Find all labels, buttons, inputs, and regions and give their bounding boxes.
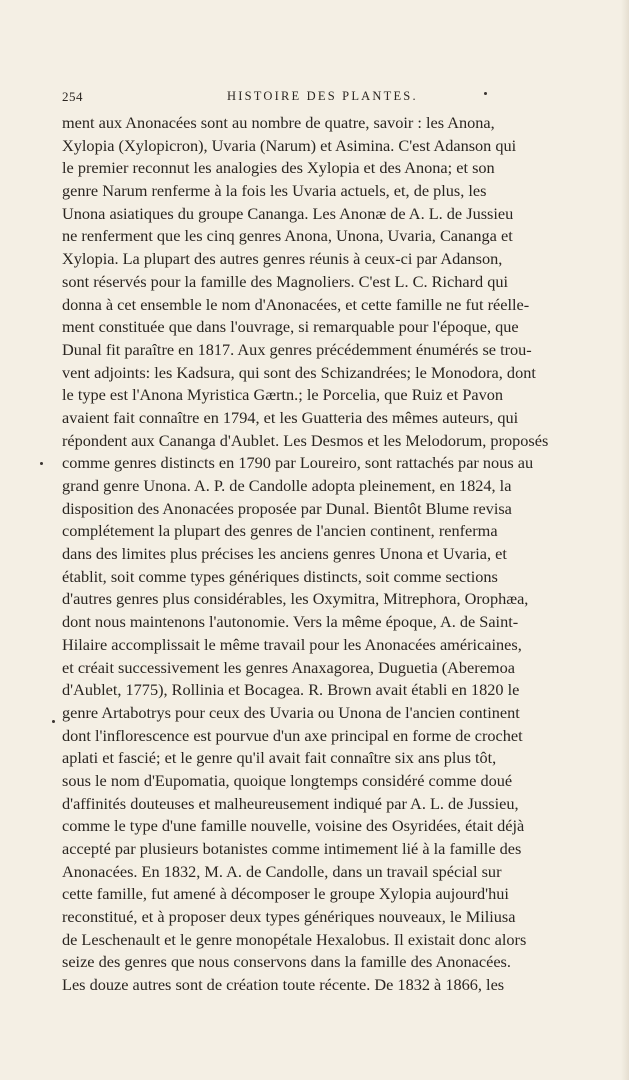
text-line: comme genres distincts en 1790 par Loureiro, sont rattachés par nous au	[62, 453, 534, 473]
text-line: ne renferment que les cinq genres Anona, Unona, Uvaria, Cananga et	[62, 226, 513, 246]
text-line: genre Artabotrys pour ceux des Uvaria ou Unona de l'ancien continent	[62, 702, 520, 722]
text-line: le premier reconnut les analogies des Xylopia et des Anona; et son	[62, 158, 495, 178]
running-title: HISTOIRE DES PLANTES.	[227, 89, 418, 103]
page-edge-shadow	[621, 0, 629, 1080]
margin-dot-mark	[52, 720, 55, 723]
margin-dot-mark	[40, 462, 43, 465]
text-line: Unona asiatiques du groupe Cananga. Les Anonæ de A. L. de Jussieu	[62, 203, 514, 223]
text-line: Hilaire accomplissait le même travail pour les Anonacées américaines,	[62, 634, 522, 654]
text-line: ment aux Anonacées sont au nombre de quatre, savoir : les Anona,	[62, 113, 495, 132]
text-line: Dunal fit paraître en 1817. Aux genres précédemment énumérés se trou-	[62, 339, 532, 359]
page-header	[62, 89, 562, 105]
body-text	[62, 112, 564, 997]
text-line: sont réservés pour la famille des Magnoliers. C'est L. C. Richard qui	[62, 271, 509, 291]
text-line: dans des limites plus précises les anciens genres Unona et Uvaria, et	[62, 544, 507, 564]
text-line: cette famille, fut amené à décomposer le groupe Xylopia aujourd'hui	[62, 884, 509, 904]
text-line: le type est l'Anona Myristica Gærtn.; le Porcelia, que Ruiz et Pavon	[62, 385, 504, 405]
text-line: Xylopia. La plupart des autres genres réunis à ceux-ci par Adanson,	[62, 249, 503, 269]
text-line: accepté par plusieurs botanistes comme intimement lié à la famille des	[62, 839, 522, 858]
margin-dot-mark	[484, 92, 487, 95]
text-line: Les douze autres sont de création toute récente. De 1832 à 1866, les	[62, 975, 505, 995]
text-line: d'affinités douteuses et malheureusement indiqué par A. L. de Jussieu,	[62, 793, 519, 813]
text-line: de Leschenault et le genre monopétale Hexalobus. Il existait donc alors	[62, 929, 527, 949]
text-line: genre Narum renferme à la fois les Uvaria actuels, et, de plus, les	[62, 181, 487, 201]
text-line: dont l'inflorescence est pourvue d'un axe principal en forme de crochet	[62, 725, 523, 745]
text-line: seize des genres que nous conservons dans la famille des Anonacées.	[62, 952, 511, 972]
text-line: comme le type d'une famille nouvelle, voisine des Osyridées, était déjà	[62, 816, 525, 836]
text-line: complétement la plupart des genres de l'ancien continent, renferma	[62, 521, 498, 541]
text-line: donna à cet ensemble le nom d'Anonacées, et cette famille ne fut réelle-	[62, 294, 530, 314]
text-line: ment constituée que dans l'ouvrage, si remarquable pour l'époque, que	[62, 317, 519, 337]
text-line: établit, soit comme types génériques distincts, soit comme sections	[62, 566, 498, 586]
text-line: reconstitué, et à proposer deux types génériques nouveaux, le Miliusa	[62, 907, 516, 927]
text-line: grand genre Unona. A. P. de Candolle adopta pleinement, en 1824, la	[62, 476, 512, 495]
text-line: disposition des Anonacées proposée par Dunal. Bientôt Blume revisa	[62, 498, 512, 518]
text-line: dont nous maintenons l'autonomie. Vers la même époque, A. de Saint-	[62, 612, 519, 632]
text-line: sous le nom d'Eupomatia, quoique longtemps considéré comme doué	[62, 770, 513, 790]
text-line: Xylopia (Xylopicron), Uvaria (Narum) et Asimina. C'est Adanson qui	[62, 135, 517, 155]
text-line: répondent aux Cananga d'Aublet. Les Desmos et les Melodorum, proposés	[62, 430, 549, 450]
page-number: 254	[62, 89, 83, 104]
text-line: aplati et fascié; et le genre qu'il avait fait connaître six ans plus tôt,	[62, 748, 497, 768]
text-line: et créait successivement les genres Anaxagorea, Duguetia (Aberemoa	[62, 657, 515, 677]
text-line: vent adjoints: les Kadsura, qui sont des Schizandrées; le Monodora, dont	[62, 362, 536, 382]
text-line: d'Aublet, 1775), Rollinia et Bocagea. R. Brown avait établi en 1820 le	[62, 680, 520, 700]
text-line: d'autres genres plus considérables, les Oxymitra, Mitrephora, Orophæa,	[62, 589, 529, 609]
text-line: Anonacées. En 1832, M. A. de Candolle, dans un travail spécial sur	[62, 861, 502, 881]
text-line: avaient fait connaître en 1794, et les Guatteria des mêmes auteurs, qui	[62, 407, 519, 427]
